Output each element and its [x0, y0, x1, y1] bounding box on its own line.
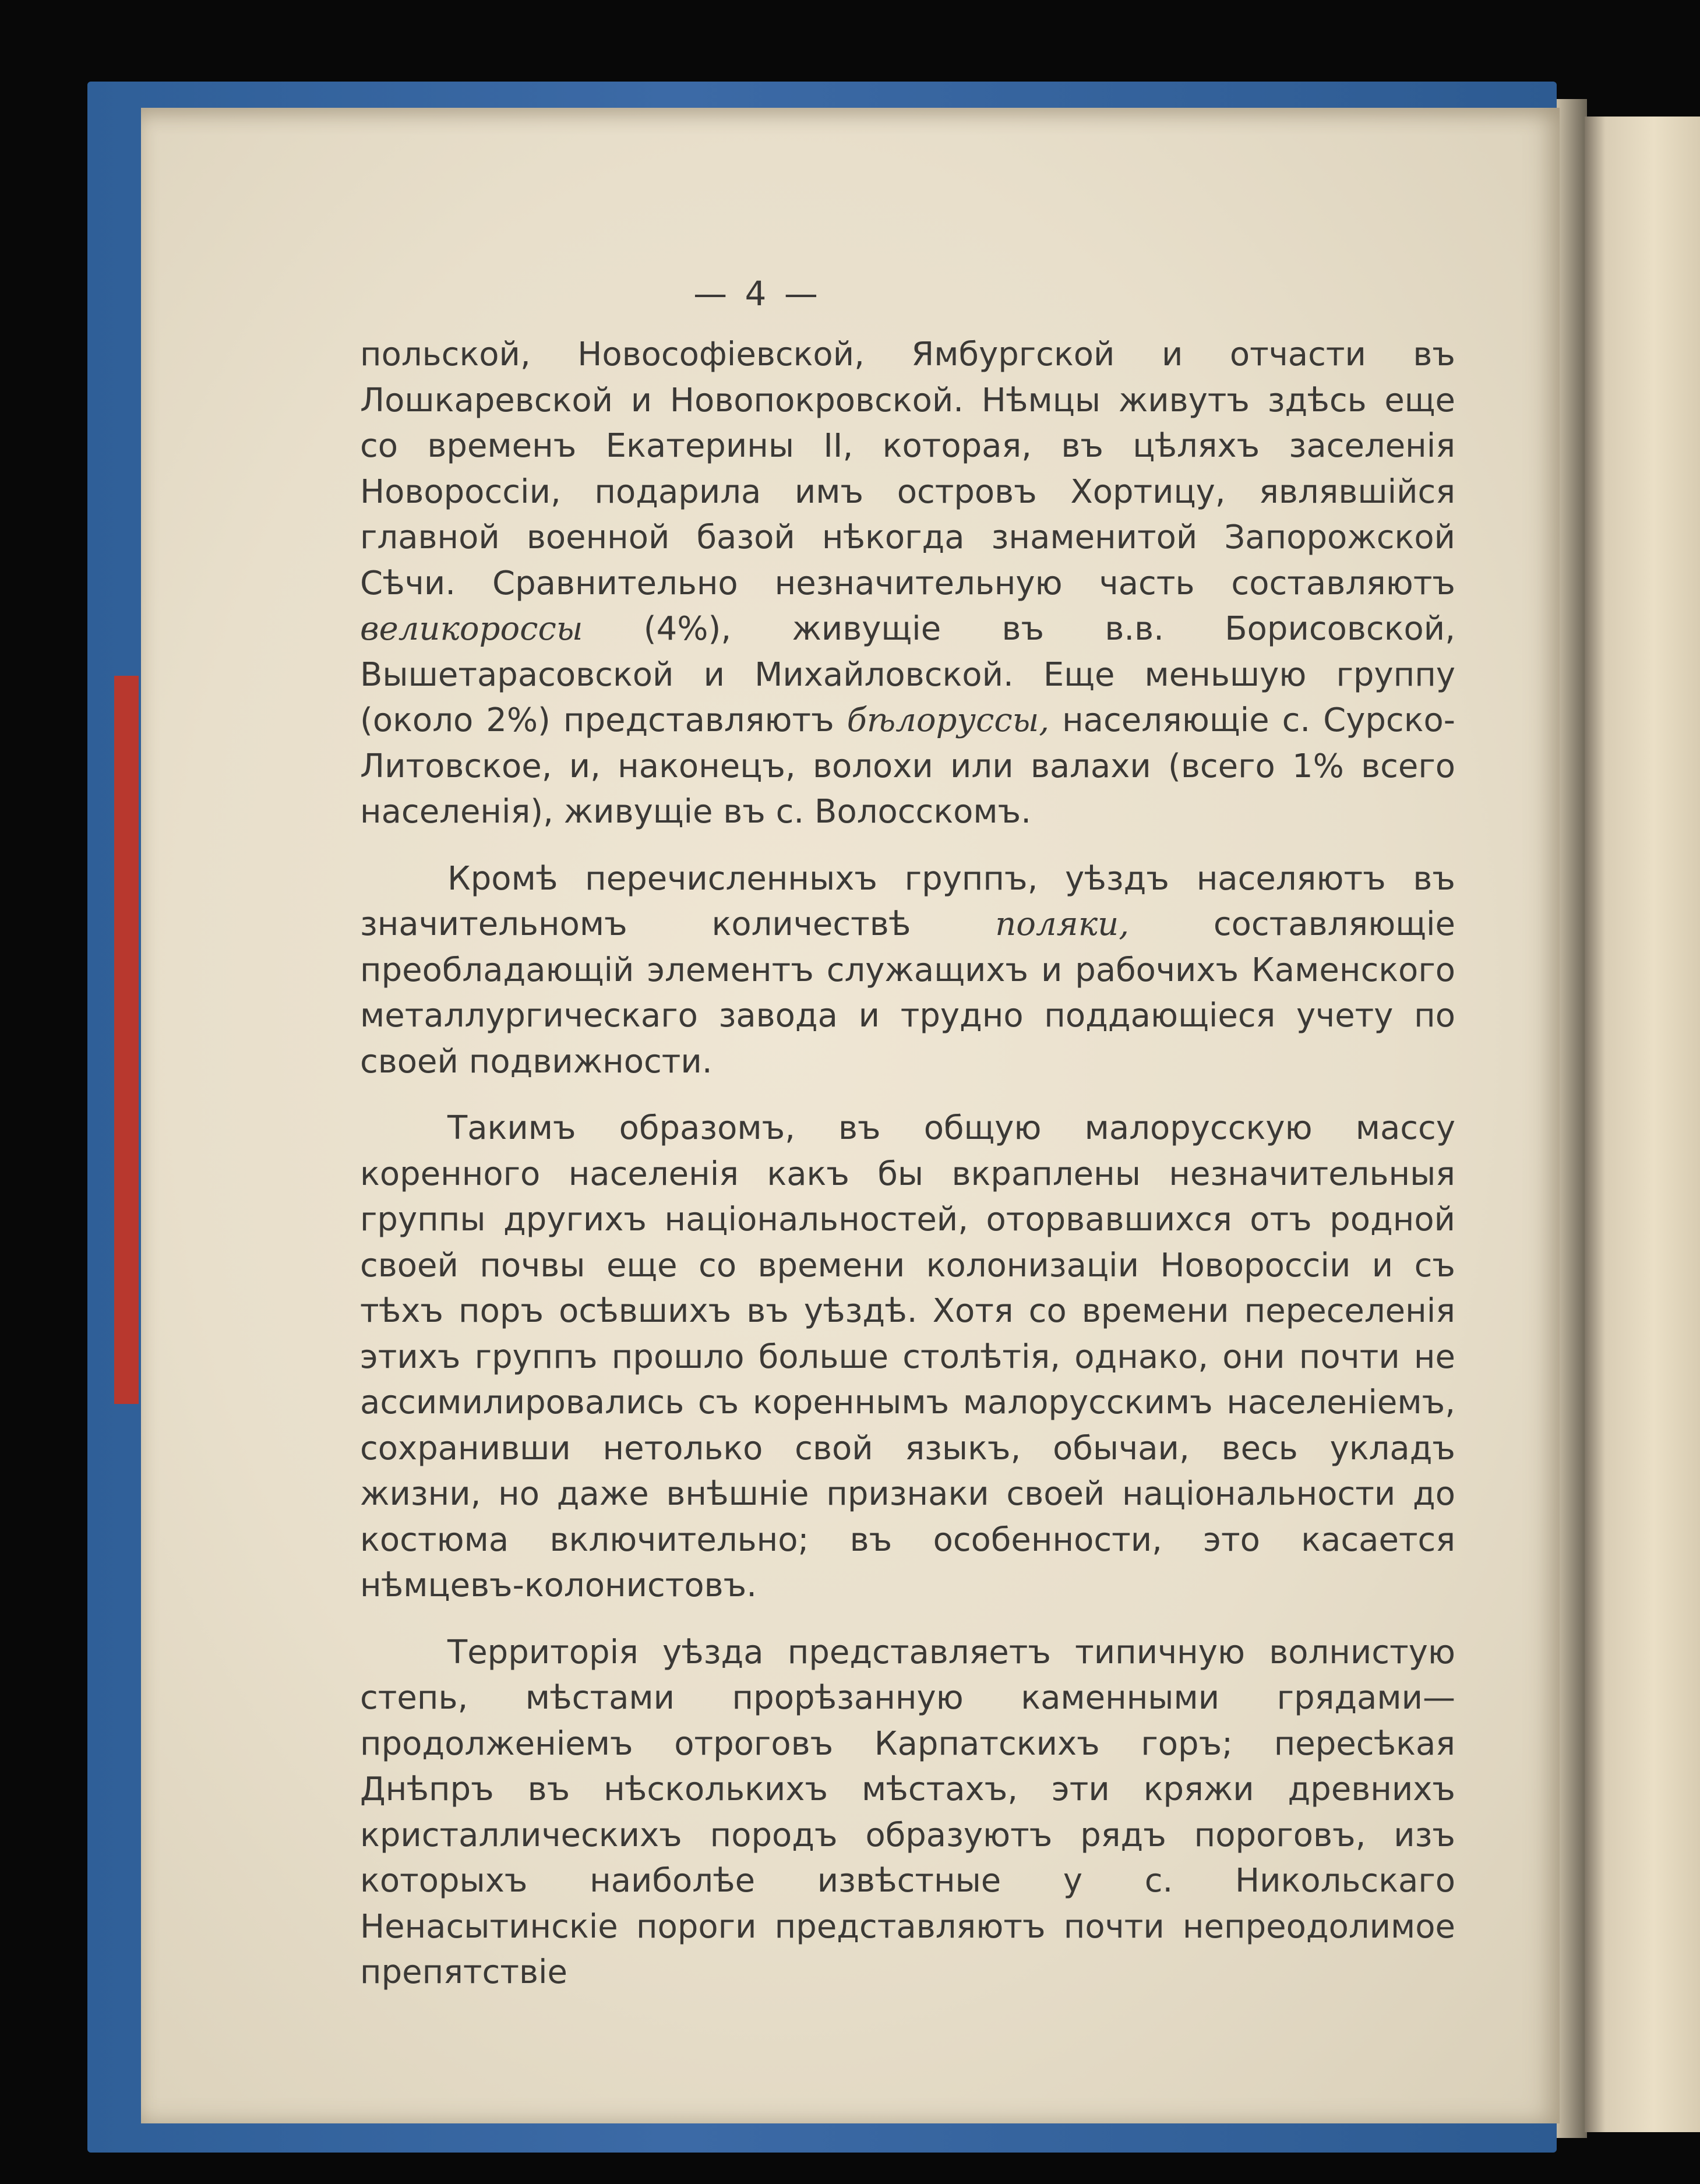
emphasized-term: бѣлоруссы, — [847, 701, 1050, 739]
text-run: Такимъ образомъ, въ общую малорусскую массу коренного населенія какъ бы вкраплены незначительныя группы другихъ національностей, оторвавшихся отъ родной своей почвы еще со времени колонизаціи Новороссіи и съ тѣхъ поръ осѣвшихъ въ уѣздѣ. Хотя со времени переселенія этихъ группъ прошло больше столѣтія, однако, они почти не ассимилировались съ кореннымъ малорусскимъ населеніемъ, сохранивши нетолько свой языкъ, обычаи, весь укладъ жизни, но даже внѣшніе признаки своей національности до костюма включительно; въ особенности, это касается нѣмцевъ-колонистовъ. — [360, 1109, 1455, 1604]
emphasized-term: великороссы — [360, 610, 583, 648]
paragraph — [360, 856, 1455, 1085]
text-run: (4%), живущіе въ в.в. Борисовской, Вышетарасовской и Михайловской. Еще меньшую группу (около 2%) представляютъ — [360, 610, 1455, 739]
text-run: составляющіе преобладающій элементъ служащихъ и рабочихъ Каменского металлургическаго завода и трудно поддающіеся учету по своей подвижности. — [360, 905, 1455, 1081]
text-run: Территорія уѣзда представляетъ типичную волнистую степь, мѣстами прорѣзанную каменными грядами—продолженіемъ отроговъ Карпатскихъ горъ; пересѣкая Днѣпръ въ нѣсколькихъ мѣстахъ, эти кряжи древнихъ кристаллическихъ породъ образуютъ рядъ пороговъ, изъ которыхъ наиболѣе извѣстные у с. Никольскаго Ненасытинскіе пороги представляютъ почти непреодолимое препятствіе — [360, 1633, 1455, 1991]
paragraph — [360, 1106, 1455, 1609]
text-run: населяющіе с. Сурско-Литовское, и, наконецъ, волохи или валахи (всего 1% всего населенія), живущіе въ с. Волосскомъ. — [360, 701, 1455, 831]
text-run: польской, Новософіевской, Ямбургской и отчасти въ Лошкаревской и Новопокровской. Нѣмцы живутъ здѣсь еще со временъ Екатерины II, которая, въ цѣляхъ заселенія Новороссіи, подарила имъ островъ Хортицу, являвшійся главной военной базой нѣкогда знаменитой Запорожской Сѣчи. Сравнительно незначительную часть составляютъ — [360, 336, 1455, 602]
paragraph — [360, 332, 1455, 835]
emphasized-term: поляки, — [995, 905, 1130, 943]
paragraph — [360, 1630, 1455, 1996]
cover-red-stripe — [114, 676, 139, 1404]
facing-page-edge — [1585, 117, 1700, 2132]
page-text — [360, 332, 1455, 1996]
page-number: — 4 — — [693, 274, 821, 313]
text-run: Кромѣ перечисленныхъ группъ, уѣздъ населяютъ въ значительномъ количествѣ — [360, 859, 1455, 943]
book-gutter — [1557, 99, 1587, 2138]
